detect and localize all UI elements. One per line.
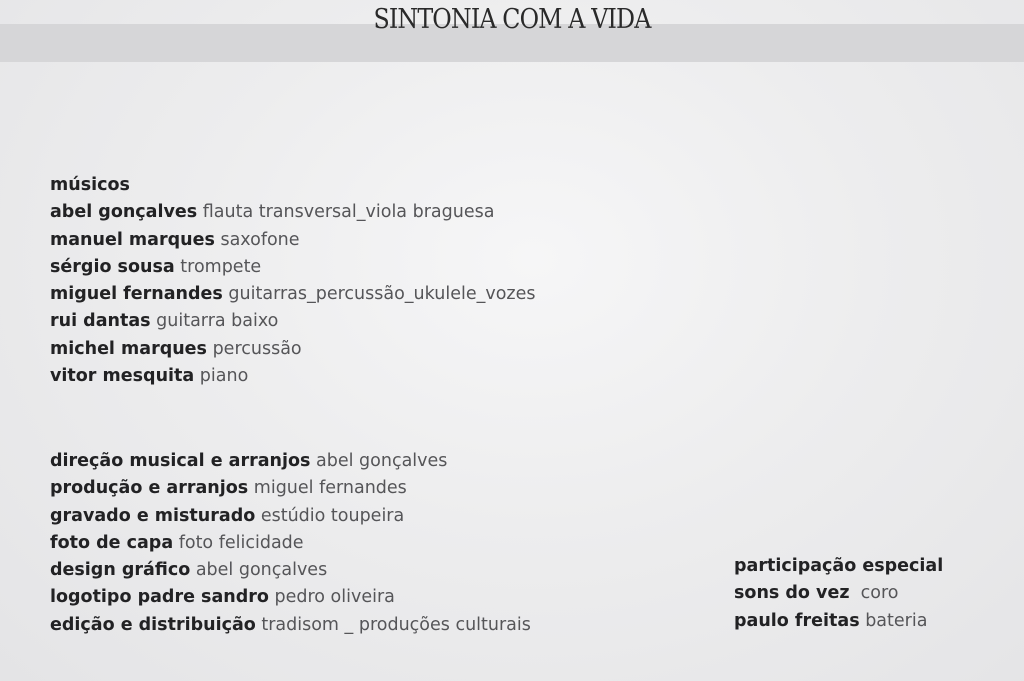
credit-value: estúdio toupeira xyxy=(260,505,405,526)
special-name: paulo freitas xyxy=(734,610,860,631)
musician-role: saxofone xyxy=(220,229,300,250)
credit-value: tradisom _ produções culturais xyxy=(261,614,531,635)
musician-name: manuel marques xyxy=(50,229,215,250)
musician-name: miguel fernandes xyxy=(50,284,223,305)
credit-value: foto felicidade xyxy=(178,532,304,553)
musician-name: rui dantas xyxy=(50,311,151,332)
credit-label: direção musical e arranjos xyxy=(50,451,311,471)
credit-row xyxy=(50,557,531,584)
musician-role: guitarras_percussão_ukulele_vozes xyxy=(228,284,536,305)
special-row xyxy=(734,580,943,607)
credit-row xyxy=(50,530,531,557)
credit-value: abel gonçalves xyxy=(316,451,448,471)
credit-value: miguel fernandes xyxy=(253,478,407,499)
musician-row xyxy=(50,336,535,363)
credit-value: abel gonçalves xyxy=(195,560,328,581)
musician-row xyxy=(50,199,535,226)
credit-row xyxy=(50,584,531,611)
musician-role: piano xyxy=(199,366,249,387)
credit-label: produção e arranjos xyxy=(50,478,249,499)
credit-label: logotipo padre sandro xyxy=(50,587,269,608)
musician-role: guitarra baixo xyxy=(156,311,279,332)
musician-role: percussão xyxy=(212,338,302,359)
special-role: coro xyxy=(860,583,899,604)
credits-section xyxy=(50,448,531,639)
special-heading: participação especial xyxy=(734,556,944,576)
musician-name: abel gonçalves xyxy=(50,202,198,223)
credit-row xyxy=(50,612,531,639)
musicians-section xyxy=(50,172,535,390)
credit-row xyxy=(50,475,531,502)
musician-row xyxy=(50,363,535,390)
credit-label: design gráfico xyxy=(50,560,191,581)
musician-row xyxy=(50,281,535,308)
musician-name: vitor mesquita xyxy=(50,366,195,387)
musician-name: michel marques xyxy=(50,338,207,359)
musician-role: trompete xyxy=(180,256,262,277)
musician-role: flauta transversal_viola braguesa xyxy=(202,202,495,223)
special-row xyxy=(734,608,943,635)
credit-label: foto de capa xyxy=(50,532,174,553)
special-participation-section xyxy=(734,553,943,635)
musician-row xyxy=(50,227,535,254)
credit-row xyxy=(50,503,531,530)
musician-row xyxy=(50,254,535,281)
musician-name: sérgio sousa xyxy=(50,256,175,277)
credit-label: gravado e misturado xyxy=(50,505,256,526)
album-title: SINTONIA COM A VIDA xyxy=(373,4,651,35)
musician-row xyxy=(50,308,535,335)
musicians-heading: músicos xyxy=(50,175,130,195)
credit-value: pedro oliveira xyxy=(274,587,395,608)
special-role: bateria xyxy=(865,610,928,631)
credit-row xyxy=(50,448,531,475)
special-name: sons do vez xyxy=(734,583,850,604)
credit-label: edição e distribuição xyxy=(50,614,256,635)
